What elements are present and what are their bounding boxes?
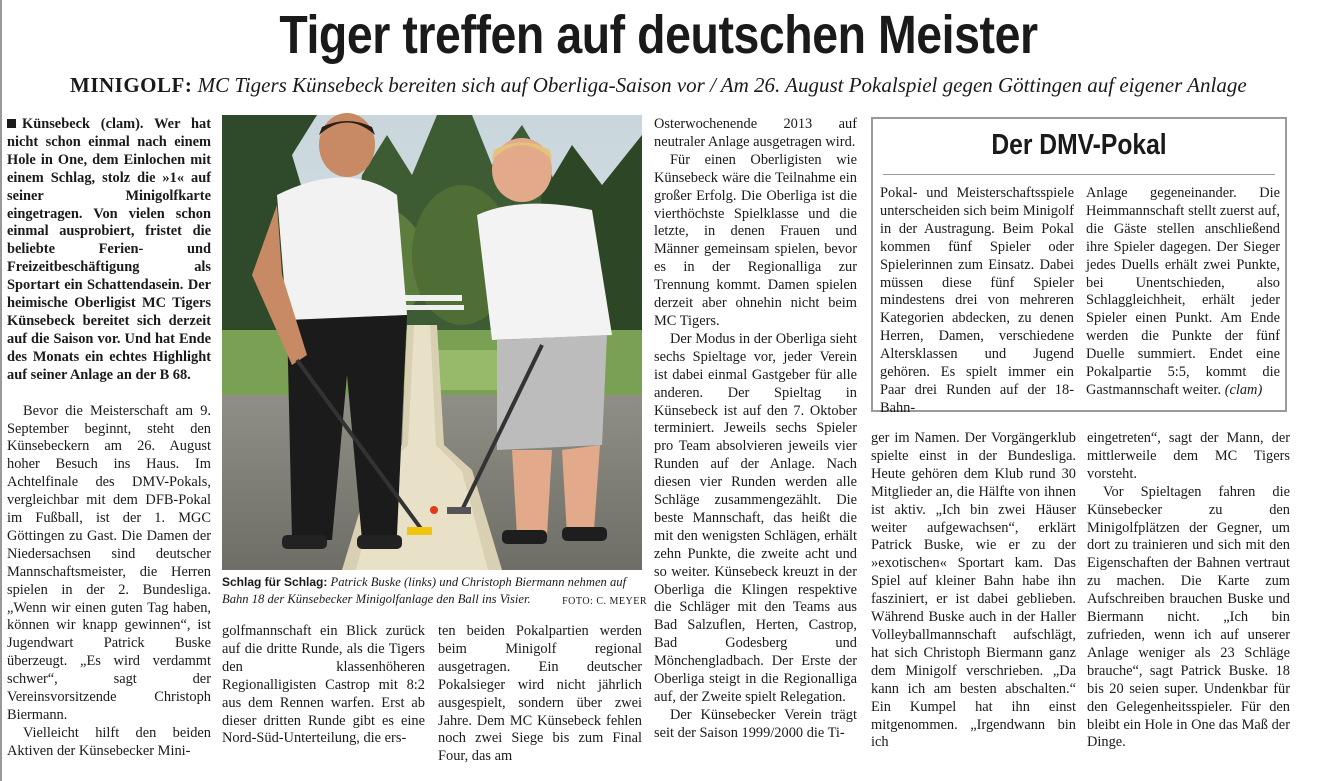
article-paragraph: Der Künsebecker Verein trägt seit der Saison 1999/2000 die Ti- — [654, 706, 857, 741]
infobox-divider — [883, 174, 1275, 175]
article-column-2b — [438, 623, 642, 765]
infobox-title: Der DMV-Pokal — [991, 129, 1167, 161]
infobox-column-a — [880, 185, 1074, 416]
subline-text: MC Tigers Künsebeck bereiten sich auf Oberliga-Saison vor / Am 26. August Pokalspiel gegen Göttingen auf eigener Anlage — [197, 73, 1247, 97]
article-paragraph: ten beiden Pokalpartien werden beim Minigolf regional ausgetragen. Ein deutscher Pokalsieger wird nicht jährlich ausgespielt, sondern über zwei Jahre. Dem MC Künsebeck fehlen noch zwei Siege bis zum Final Four, das am — [438, 623, 642, 765]
subline — [70, 72, 1270, 98]
photo-credit: FOTO: C. MEYER — [562, 596, 647, 607]
article-paragraph: Vor Spieltagen fahren die Künsebecker zu den Minigolfplätzen der Gegner, um dort zu trainieren und sich mit den Eigenschaften der Bahnen vertraut zu machen. Die Karte zum Aufschreiben brauchen Buske und Biermann nicht. „Ich bin zufrieden, wenn ich auf unserer Anlage weniger als 23 Schläge brauche“, sagt Patrick Buske. 18 bis 20 seien super. Undenkbar für den Gelegenheitsspieler. Für den bleibt ein Hole in One das Maß der Dinge. — [1087, 483, 1290, 751]
article-column-5 — [1087, 430, 1290, 750]
article-column-4 — [871, 430, 1076, 750]
article-column-3 — [654, 116, 857, 750]
photo-caption — [222, 574, 647, 610]
page-edge — [0, 0, 2, 781]
article-paragraph: ger im Namen. Der Vorgängerklub spielte einst in der Bundesliga. Heute gehören dem Klub rund 30 Mitglieder an, die Hälfte von ihnen ist aktiv. „Ich bin zwei Häuser weiter aufgewachsen“, erklärt Patrick Buske, wie er zu der »exotischen« Sportart kam. Das Spiel auf kleiner Bahn habe ihn fasziniert, er ist dabei geblieben. Während Buske auch in der Haller Volleyballmannschaft aufschlägt, hat sich Christoph Biermann ganz dem Minigolf verschrieben. „Da kann ich am besten abschalten.“ Ein Kumpel hat ihn einst mitgenommen. „Irgendwann bin ich — [871, 430, 1076, 751]
bullet-square-icon — [7, 119, 16, 128]
headline: Tiger treffen auf deutschen Meister — [279, 5, 1038, 65]
article-paragraph: Bevor die Meisterschaft am 9. September beginnt, steht den Künsebeckern am 26. August hoher Besuch ins Haus. Im Achtelfinale des DMV-Pokals, vergleichbar mit dem DFB-Pokal im Fußball, ist der 1. MGC Göttingen zu Gast. Die Damen der Niedersachsen sind deutscher Mannschaftsmeister, die Herren spielen in der 2. Bundesliga. „Wenn wir einen guten Tag haben, können wir knapp gewinnen“, ist Jugendwart Patrick Buske überzeugt. „Es wird verdammt schwer“, sagt der Vereinsvorsitzende Christoph Biermann. — [7, 402, 211, 723]
subline-kicker: MINIGOLF: — [70, 73, 193, 97]
infobox-paragraph: Pokal- und Meisterschaftsspiele unterscheiden sich beim Minigolf in der Austragung. Beim Pokal kommen fünf Spieler oder Spielerinnen zum Einsatz. Dabei müssen diese fünf Spieler mindestens drei von mehreren Kategorien abdecken, zu denen Herren, Damen, verschiedene Altersklassen und Jugend gehören. Es spielt immer ein Paar drei Runden auf der 18-Bahn- — [880, 185, 1074, 416]
article-column-1 — [7, 116, 211, 759]
minigolf-photo-illustration — [222, 115, 642, 570]
article-paragraph: Der Modus in der Oberliga sieht sechs Spieltage vor, jeder Verein ist dabei einmal Gastgeber für alle anderen. Der Spieltag in Künsebeck ist auf den 7. Oktober terminiert. Jeweils sechs Spieler pro Team absolvieren jeweils vier Runden auf der Anlage. Nach diesen vier Runden werden alle Schläge zusammengezählt. Die beste Mannschaft, das heißt die mit den wenigsten Schlägen, erhält zehn Punkte, die zweite acht und so weiter. Künsebeck kreuzt in der Oberliga die Klingen respektive die Schläger mit den Teams aus Bad Salzuflen, Herten, Castrop, Bad Godesberg und Mönchengladbach. Der Erste der Oberliga steigt in die Regionalliga auf, der Zweite spielt Relegation. — [654, 330, 857, 705]
article-photo — [222, 115, 642, 570]
infobox-paragraph: Anlage gegeneinander. Die Heimmannschaft stellt zuerst auf, die Gäste stellen anschließend ihre Spieler dagegen. Der Sieger jedes Duells erhält zwei Punkte, bei Unentschieden, also Schlaggleichheit, erhält jeder Spieler einen Punkt. Am Ende werden die Punkte der fünf Duelle summiert. Endet eine Pokalpartie 5:5, kommt die Gastmannschaft weiter. (clam) — [1086, 185, 1280, 398]
article-paragraph: Für einen Oberligisten wie Künsebeck wäre die Teilnahme ein großer Erfolg. Die Oberliga ist die vierthöchste Spielklasse und die letzte, in denen Frauen und Männer gemeinsam spielen, bevor es in der Regionalliga zur Trennung kommt. Damen spielen derzeit aber ohnehin nicht beim MC Tigers. — [654, 151, 857, 329]
article-paragraph: Osterwochenende 2013 auf neutraler Anlage ausgetragen wird. — [654, 116, 857, 150]
infobox-column-b — [1086, 185, 1280, 400]
article-paragraph: Vielleicht hilft den beiden Aktiven der Künsebecker Mini- — [7, 724, 211, 759]
article-paragraph: golfmannschaft ein Blick zurück auf die dritte Runde, als die Tigers den klassenhöheren Regionalligisten Castrop mit 8:2 aus dem Rennen warfen. Erst ab dieser dritten Runde gibt es eine Nord-Süd-Unterteilung, die ers- — [222, 623, 425, 747]
caption-kicker: Schlag für Schlag: — [222, 575, 328, 589]
article-column-2a — [222, 623, 425, 749]
article-paragraph: eingetreten“, sagt der Mann, der mittlerweile dem MC Tigers vorsteht. — [1087, 430, 1290, 482]
caption-text: Patrick Buske (links) und Christoph Biermann nehmen auf Bahn 18 der Künsebecker Minigolfanlage den Ball ins Visier. — [222, 575, 627, 606]
infobox-signature: (clam) — [1224, 381, 1263, 398]
article-lead: Künsebeck (clam). Wer hat nicht schon einmal nach einem Hole in One, dem Einlochen mit einem Schlag, stolz die »1« auf seiner Minigolfkarte eingetragen. Von vielen schon einmal ausprobiert, fristet die beliebte Ferien- und Freizeitbeschäftigung als Sportart ein Schattendasein. Der heimische Oberligist MC Tigers Künsebeck bereitet sich derzeit auf die Saison vor. Und hat Ende des Monats ein echtes Highlight auf seiner Anlage an der B 68. — [7, 116, 211, 383]
